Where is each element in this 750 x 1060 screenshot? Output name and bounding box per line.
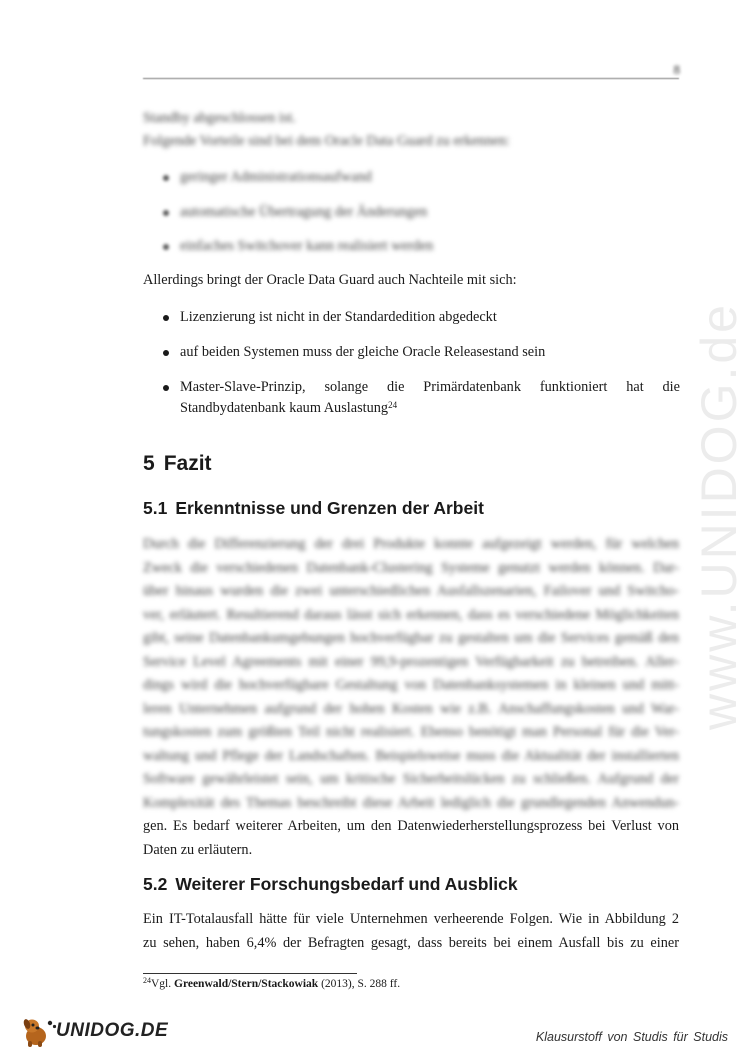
header-rule <box>143 78 679 79</box>
blurred-text-line: dings wird die hochverfügbare Gestaltung von Datenbanksystemen in kleinen und mitt- <box>143 677 679 693</box>
blurred-text-line: leren Unternehmen aufgrund der hohen Kosten wie z.B. Anschaffungskosten und War- <box>143 700 679 717</box>
blurred-text-line: Komplexität des Themas beschreibt diese Arbeit lediglich die grundlegenden Anwendun- <box>143 794 679 811</box>
disadvantage-text: auf beiden Systemen muss der gleiche Oracle Releasestand sein <box>180 344 546 360</box>
blurred-text-line: Folgende Vorteile sind bei dem Oracle Data Guard zu erkennen: <box>143 133 510 149</box>
subsection-title: Erkenntnisse und Grenzen der Arbeit <box>175 498 484 518</box>
bullet-icon <box>163 210 169 216</box>
bullet-icon <box>163 315 169 321</box>
section-title: Fazit <box>163 452 212 475</box>
paragraph-findings <box>143 533 679 862</box>
page-number: 8 <box>673 62 680 77</box>
bullet-icon <box>163 175 169 181</box>
subsection-number: 5.1 <box>143 498 168 518</box>
bullet-icon <box>163 385 169 391</box>
blurred-text-line: gibt, seine Datenbankumgebungen hochverfügbar zu gestalten um die Services gemäß den <box>143 630 679 646</box>
blurred-text-line: Durch die Differenzierung der drei Produkte konnte aufgezeigt werden, für welchen <box>143 536 679 552</box>
advantage-text: geringer Administrationsaufwand <box>180 169 372 185</box>
subsection-heading <box>143 874 518 895</box>
blurred-text-line: Standby abgeschlossen ist. <box>143 110 296 126</box>
bullet-icon <box>163 244 169 250</box>
footnote-authors: Greenwald/Stern/Stackowiak <box>174 978 319 990</box>
blurred-text-line: Zweck die verschiedenen Datenbank-Clustering Systeme genutzt werden können. Dar- <box>143 559 679 576</box>
bullet-icon <box>163 350 169 356</box>
section-number: 5 <box>143 452 155 475</box>
subsection-number: 5.2 <box>143 874 168 894</box>
watermark: www.UNIDOG.de <box>691 302 747 730</box>
disadvantage-text-body: Master-Slave-Prinzip, solange die Primärdatenbank funktioniert hat die Standbydatenbank kaum Auslastung <box>180 379 680 416</box>
footnote-source: (2013), S. 288 ff. <box>321 978 401 990</box>
blurred-paragraph-block <box>143 533 679 815</box>
blurred-text-line: über hinaus wurden die zwei unterschiedlichen Ausfallszenarien, Failover und Switcho- <box>143 583 679 599</box>
subsection-title: Weiterer Forschungsbedarf und Ausblick <box>175 874 518 894</box>
text-line: Daten zu erläutern. <box>143 841 253 858</box>
section-heading <box>143 452 212 476</box>
advantage-text: einfaches Switchover kann realisiert werden <box>180 238 434 254</box>
advantage-text: automatische Übertragung der Änderungen <box>180 204 428 220</box>
footnote-rule <box>143 973 357 974</box>
paragraph-outlook <box>143 908 679 955</box>
disadvantage-text: Lizenzierung ist nicht in der Standardedition abgedeckt <box>180 309 497 325</box>
logo-text: UNIDOG.DE <box>56 1020 169 1041</box>
disadvantage-text <box>180 377 680 419</box>
footnote-prefix: Vgl. <box>151 978 172 990</box>
blurred-text-line: waltung und Pflege der Landschaften. Beispielsweise muss die Aktualität der installierten <box>143 747 679 764</box>
subsection-heading <box>143 498 484 519</box>
text-line: zu sehen, haben 6,4% der Befragten gesagt, dass bereits bei einem Ausfall bis zu einer <box>143 934 679 951</box>
footnote <box>143 978 400 990</box>
text-line: Ein IT-Totalausfall hätte für viele Unternehmen verheerende Folgen. Wie in Abbildung 2 <box>143 911 679 927</box>
blurred-text-line: ver, erläutert. Resultierend daraus lässt sich erkennen, dass es verschiedene Möglichkeiten <box>143 606 679 623</box>
disadvantages-intro: Allerdings bringt der Oracle Data Guard auch Nachteile mit sich: <box>143 272 517 288</box>
tagline: Klausurstoff von Studis für Studis <box>535 1030 728 1044</box>
footnote-number: 24 <box>143 976 151 985</box>
blurred-text-line: Software gewährleistet sein, um kritische Sicherheitslücken zu schließen. Aufgrund der <box>143 771 679 787</box>
blurred-text-line: tungskosten zum größten Teil nicht realisiert. Ebenso benötigt man Personal für die Ver- <box>143 724 679 740</box>
footnote-reference: 24 <box>388 400 398 410</box>
blurred-text-line: Service Level Agreements mit einer 99,9-prozentigen Verfügbarkeit zu betreiben. Aller- <box>143 653 679 670</box>
text-line: gen. Es bedarf weiterer Arbeiten, um den Datenwiederherstellungsprozess bei Verlust von <box>143 818 679 834</box>
dog-icon <box>22 1015 58 1049</box>
